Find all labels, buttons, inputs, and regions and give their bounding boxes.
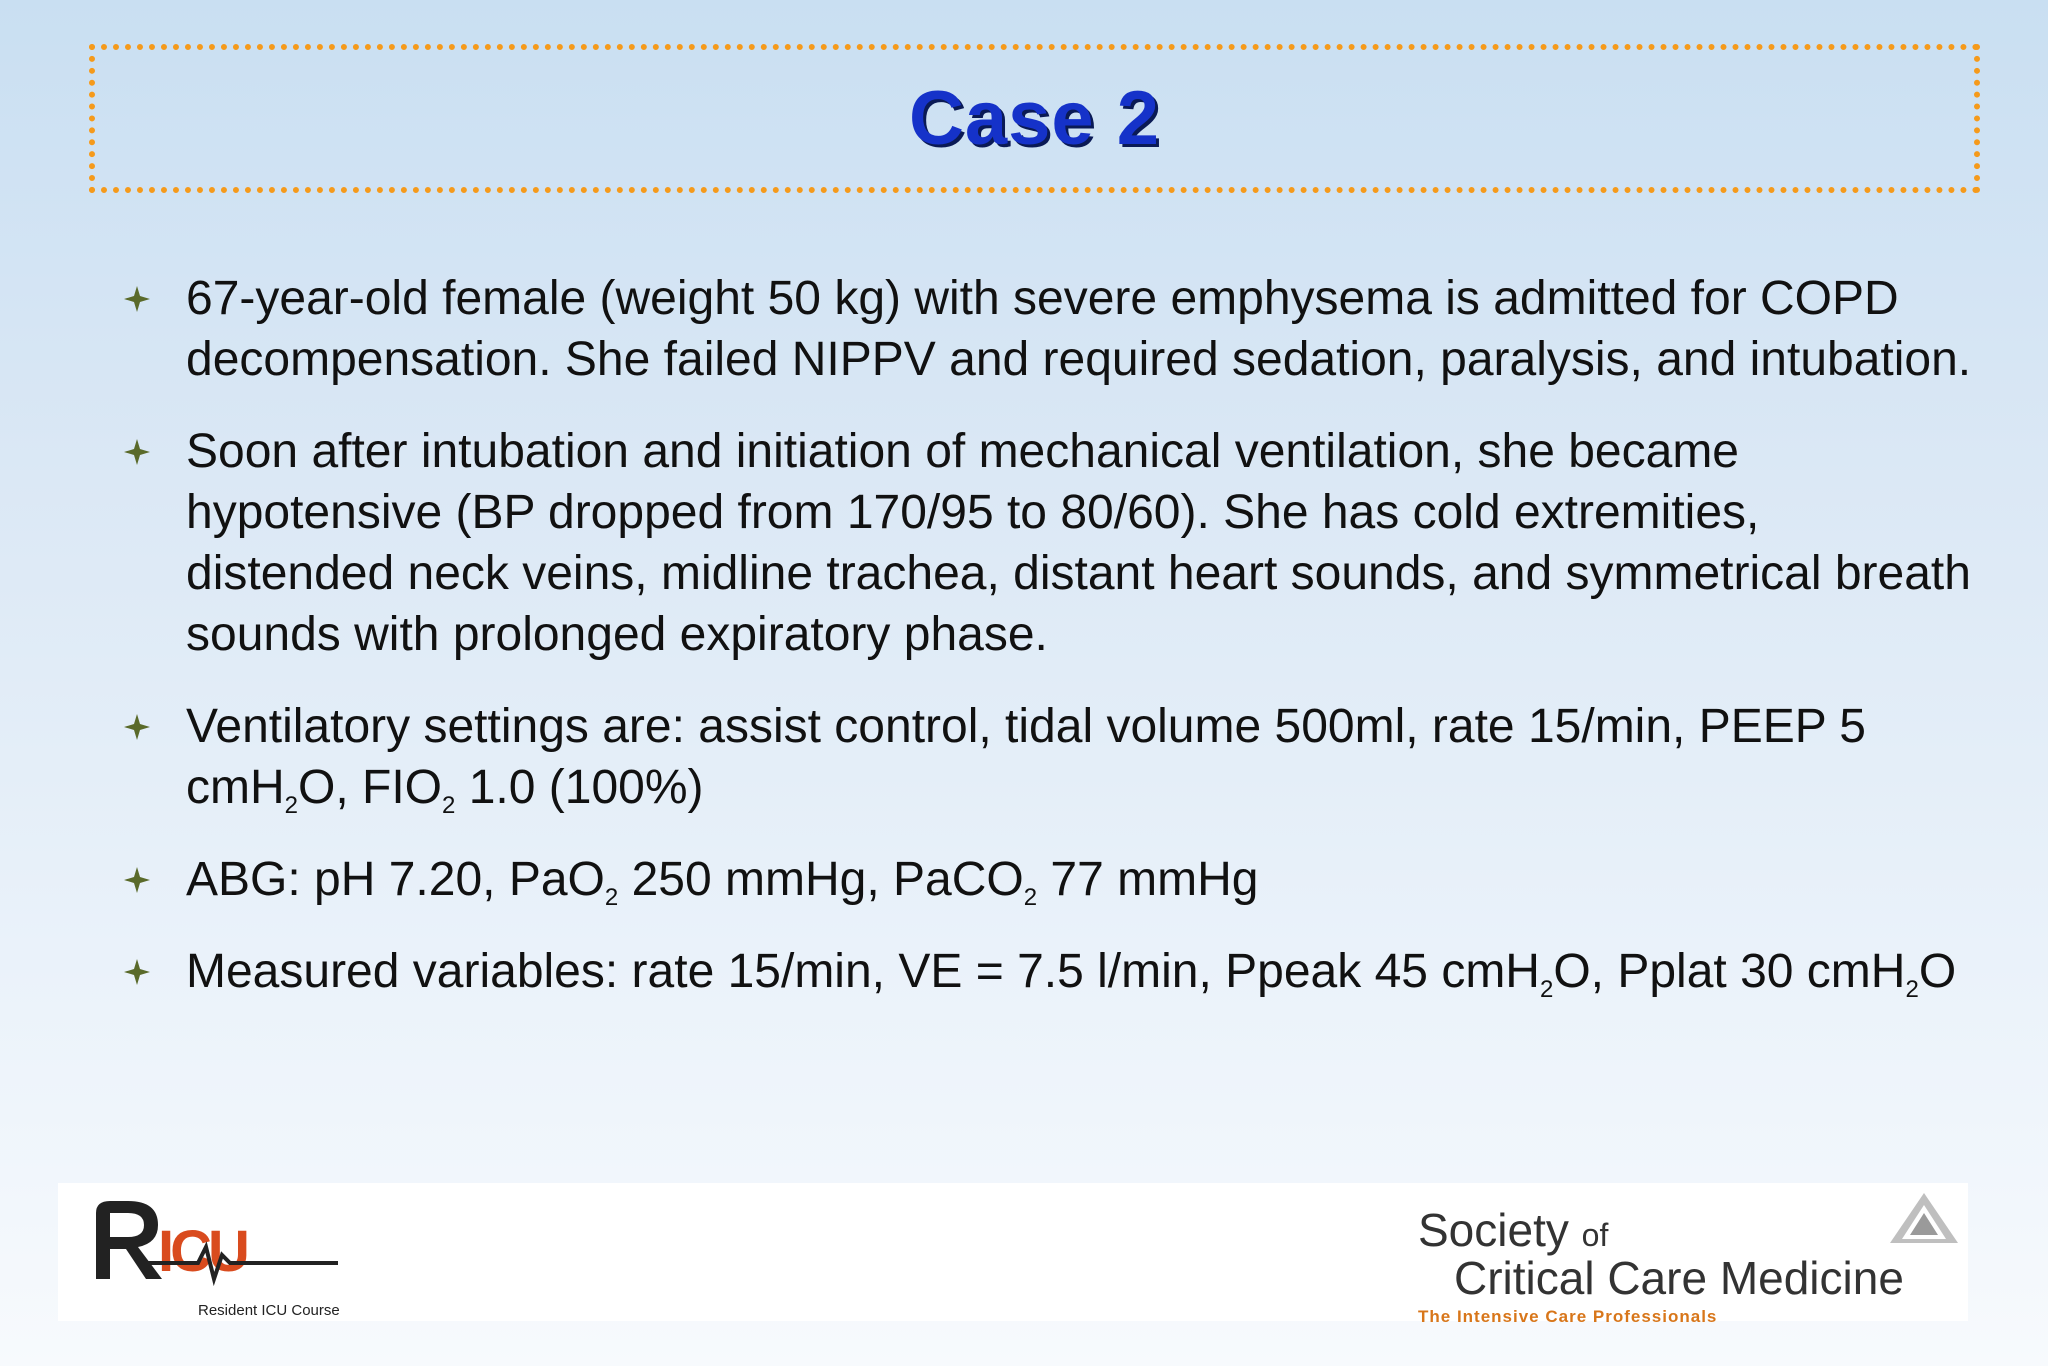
footer-bar	[58, 1183, 1968, 1326]
bullet-arrow-icon	[124, 286, 150, 312]
ricu-logo-icon	[88, 1191, 338, 1301]
bullet-arrow-icon	[124, 439, 150, 465]
bullet-item	[124, 941, 1974, 1002]
title-frame	[89, 44, 1980, 193]
sccm-logo	[1418, 1191, 1958, 1326]
bullet-text: ABG: pH 7.20, PaO$_2$ 250 mmHg, PaCO$_2$ 77 mmHg	[186, 853, 1259, 911]
bullet-item	[124, 696, 1974, 818]
sccm-pyramid-icon	[1888, 1191, 1960, 1247]
bullet-arrow-icon	[124, 714, 150, 740]
bullet-text: 67-year-old female (weight 50 kg) with severe emphysema is admitted for COPD decompensation. She failed NIPPV and required sedation, paralysis, and intubation.	[186, 272, 1972, 386]
bullet-arrow-icon	[124, 959, 150, 985]
svg-text:ICU: ICU	[158, 1219, 246, 1284]
bullet-text: Measured variables: rate 15/min, VE = 7.5 l/min, Ppeak 45 cmH$_2$O, Pplat 30 cmH$_2$O	[186, 945, 1957, 1003]
sccm-name-text: Critical Care Medicine	[1454, 1252, 1904, 1304]
ricu-caption: Resident ICU Course	[198, 1302, 340, 1319]
bullet-list	[124, 268, 1974, 1033]
bullet-item	[124, 268, 1974, 390]
bullet-item	[124, 421, 1974, 665]
bullet-text: Soon after intubation and initiation of mechanical ventilation, she became hypotensive (BP dropped from 170/95 to 80/60). She has cold extremities, distended neck veins, midline trachea, distant heart sounds, and symmetrical breath sounds with prolonged expiratory phase.	[186, 425, 1971, 661]
bullet-item	[124, 849, 1974, 910]
bullet-text: Ventilatory settings are: assist control, tidal volume 500ml, rate 15/min, PEEP 5 cmH$_2$O, $FIO_2$ 1.0 (100%)	[186, 700, 1866, 819]
ricu-logo	[88, 1191, 340, 1319]
slide-title: Case 2	[908, 76, 1161, 161]
sccm-society-text: Society of	[1418, 1204, 1609, 1256]
sccm-tagline: The Intensive Care Professionals	[1418, 1307, 1718, 1326]
bullet-arrow-icon	[124, 867, 150, 893]
